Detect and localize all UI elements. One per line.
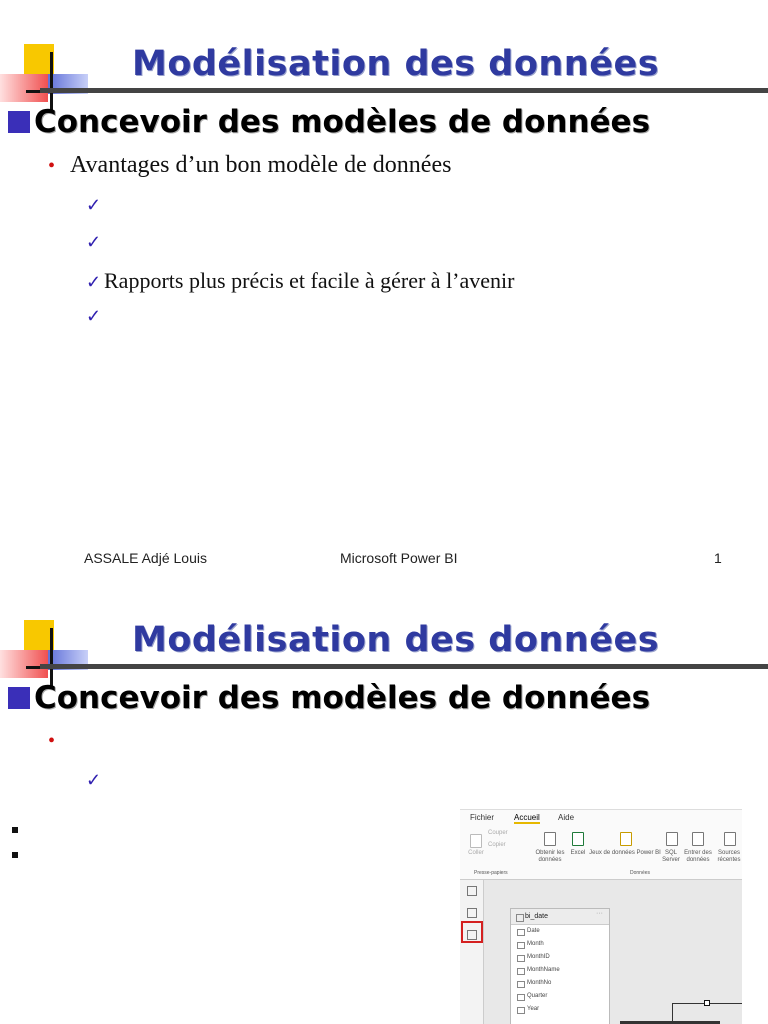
square-bullet-icon <box>8 111 30 133</box>
tab-accueil[interactable]: Accueil <box>514 813 540 822</box>
table-field[interactable]: Date <box>511 925 609 938</box>
footer-author: ASSALE Adjé Louis <box>84 550 207 566</box>
check-item-2 <box>86 232 104 253</box>
checkmark-icon: ✓ <box>86 306 102 326</box>
check-item-4 <box>86 306 104 327</box>
slide-heading <box>8 104 650 140</box>
table-field[interactable]: MonthNo <box>511 977 609 990</box>
tab-fichier[interactable]: Fichier <box>470 813 495 822</box>
checkmark-icon: ✓ <box>86 232 102 252</box>
bullet-item <box>48 730 70 753</box>
check-text-3: Rapports plus précis et facile à gérer à l’avenir <box>104 268 515 293</box>
title-rule <box>40 88 768 93</box>
powerbi-datasets-icon <box>620 832 632 846</box>
slide-title: Modélisation des données <box>132 620 660 660</box>
footer-page-number: 1 <box>714 550 722 566</box>
check-item-1 <box>86 195 104 216</box>
powerbi-datasets-button[interactable]: Jeux de données Power BI <box>589 850 661 856</box>
table-field[interactable]: Month <box>511 938 609 951</box>
heading-text: Concevoir des modèles de données <box>34 680 651 716</box>
get-data-icon <box>544 832 556 846</box>
cut-button[interactable]: Couper <box>488 830 508 836</box>
bullet-text: Avantages d’un bon modèle de données <box>70 152 452 178</box>
heading-text: Concevoir des modèles de données <box>34 104 651 140</box>
title-rule <box>40 664 768 669</box>
table-card-header <box>511 909 609 925</box>
excel-icon <box>572 832 584 846</box>
checkmark-icon: ✓ <box>86 272 102 292</box>
copy-button[interactable]: Copier <box>488 842 506 848</box>
power-bi-screenshot <box>460 809 742 1024</box>
sub-bullet-icon <box>12 827 18 833</box>
enter-data-button[interactable]: Entrer des données <box>684 850 712 863</box>
table-field[interactable]: MonthID <box>511 951 609 964</box>
model-table-card[interactable] <box>510 908 610 1024</box>
excel-button[interactable]: Excel <box>570 850 586 856</box>
table-name: bi_date <box>525 913 548 920</box>
checkmark-icon: ✓ <box>86 770 102 790</box>
sub-bullet-icon <box>12 852 18 858</box>
bullet-item <box>48 152 451 179</box>
paste-button[interactable]: Coller <box>468 850 484 856</box>
sql-server-icon <box>666 832 678 846</box>
more-options-icon[interactable]: ··· <box>596 910 603 917</box>
checkmark-icon: ✓ <box>86 195 102 215</box>
tab-aide[interactable]: Aide <box>558 813 575 822</box>
model-view-highlight <box>461 921 483 943</box>
square-bullet-icon <box>8 687 30 709</box>
check-item-1 <box>86 770 104 791</box>
footer-title: Microsoft Power BI <box>340 550 458 566</box>
recent-sources-icon <box>724 832 736 846</box>
paste-icon <box>470 834 482 848</box>
check-item-3 <box>86 268 514 294</box>
data-group-label: Données <box>630 870 651 876</box>
clipboard-group-label: Presse-papiers <box>474 870 508 876</box>
table-field[interactable]: Quarter <box>511 990 609 1003</box>
slide-2 <box>0 590 768 1024</box>
get-data-button[interactable]: Obtenir les données <box>535 850 565 863</box>
bullet-dot-icon: • <box>48 730 56 752</box>
enter-data-icon <box>692 832 704 846</box>
table-field[interactable]: MonthName <box>511 964 609 977</box>
table-field[interactable]: Year <box>511 1003 609 1016</box>
slide-heading <box>8 680 650 716</box>
pbi-ribbon <box>460 810 742 880</box>
sql-server-button[interactable]: SQL Server <box>662 850 680 863</box>
pbi-view-bar <box>460 880 484 1024</box>
relationship-endpoint-icon <box>704 1000 710 1006</box>
recent-sources-button[interactable]: Sources récentes <box>717 850 741 863</box>
report-view-icon[interactable] <box>467 886 477 896</box>
data-view-icon[interactable] <box>467 908 477 918</box>
slide-title: Modélisation des données <box>132 44 660 84</box>
bullet-dot-icon: • <box>48 155 56 177</box>
